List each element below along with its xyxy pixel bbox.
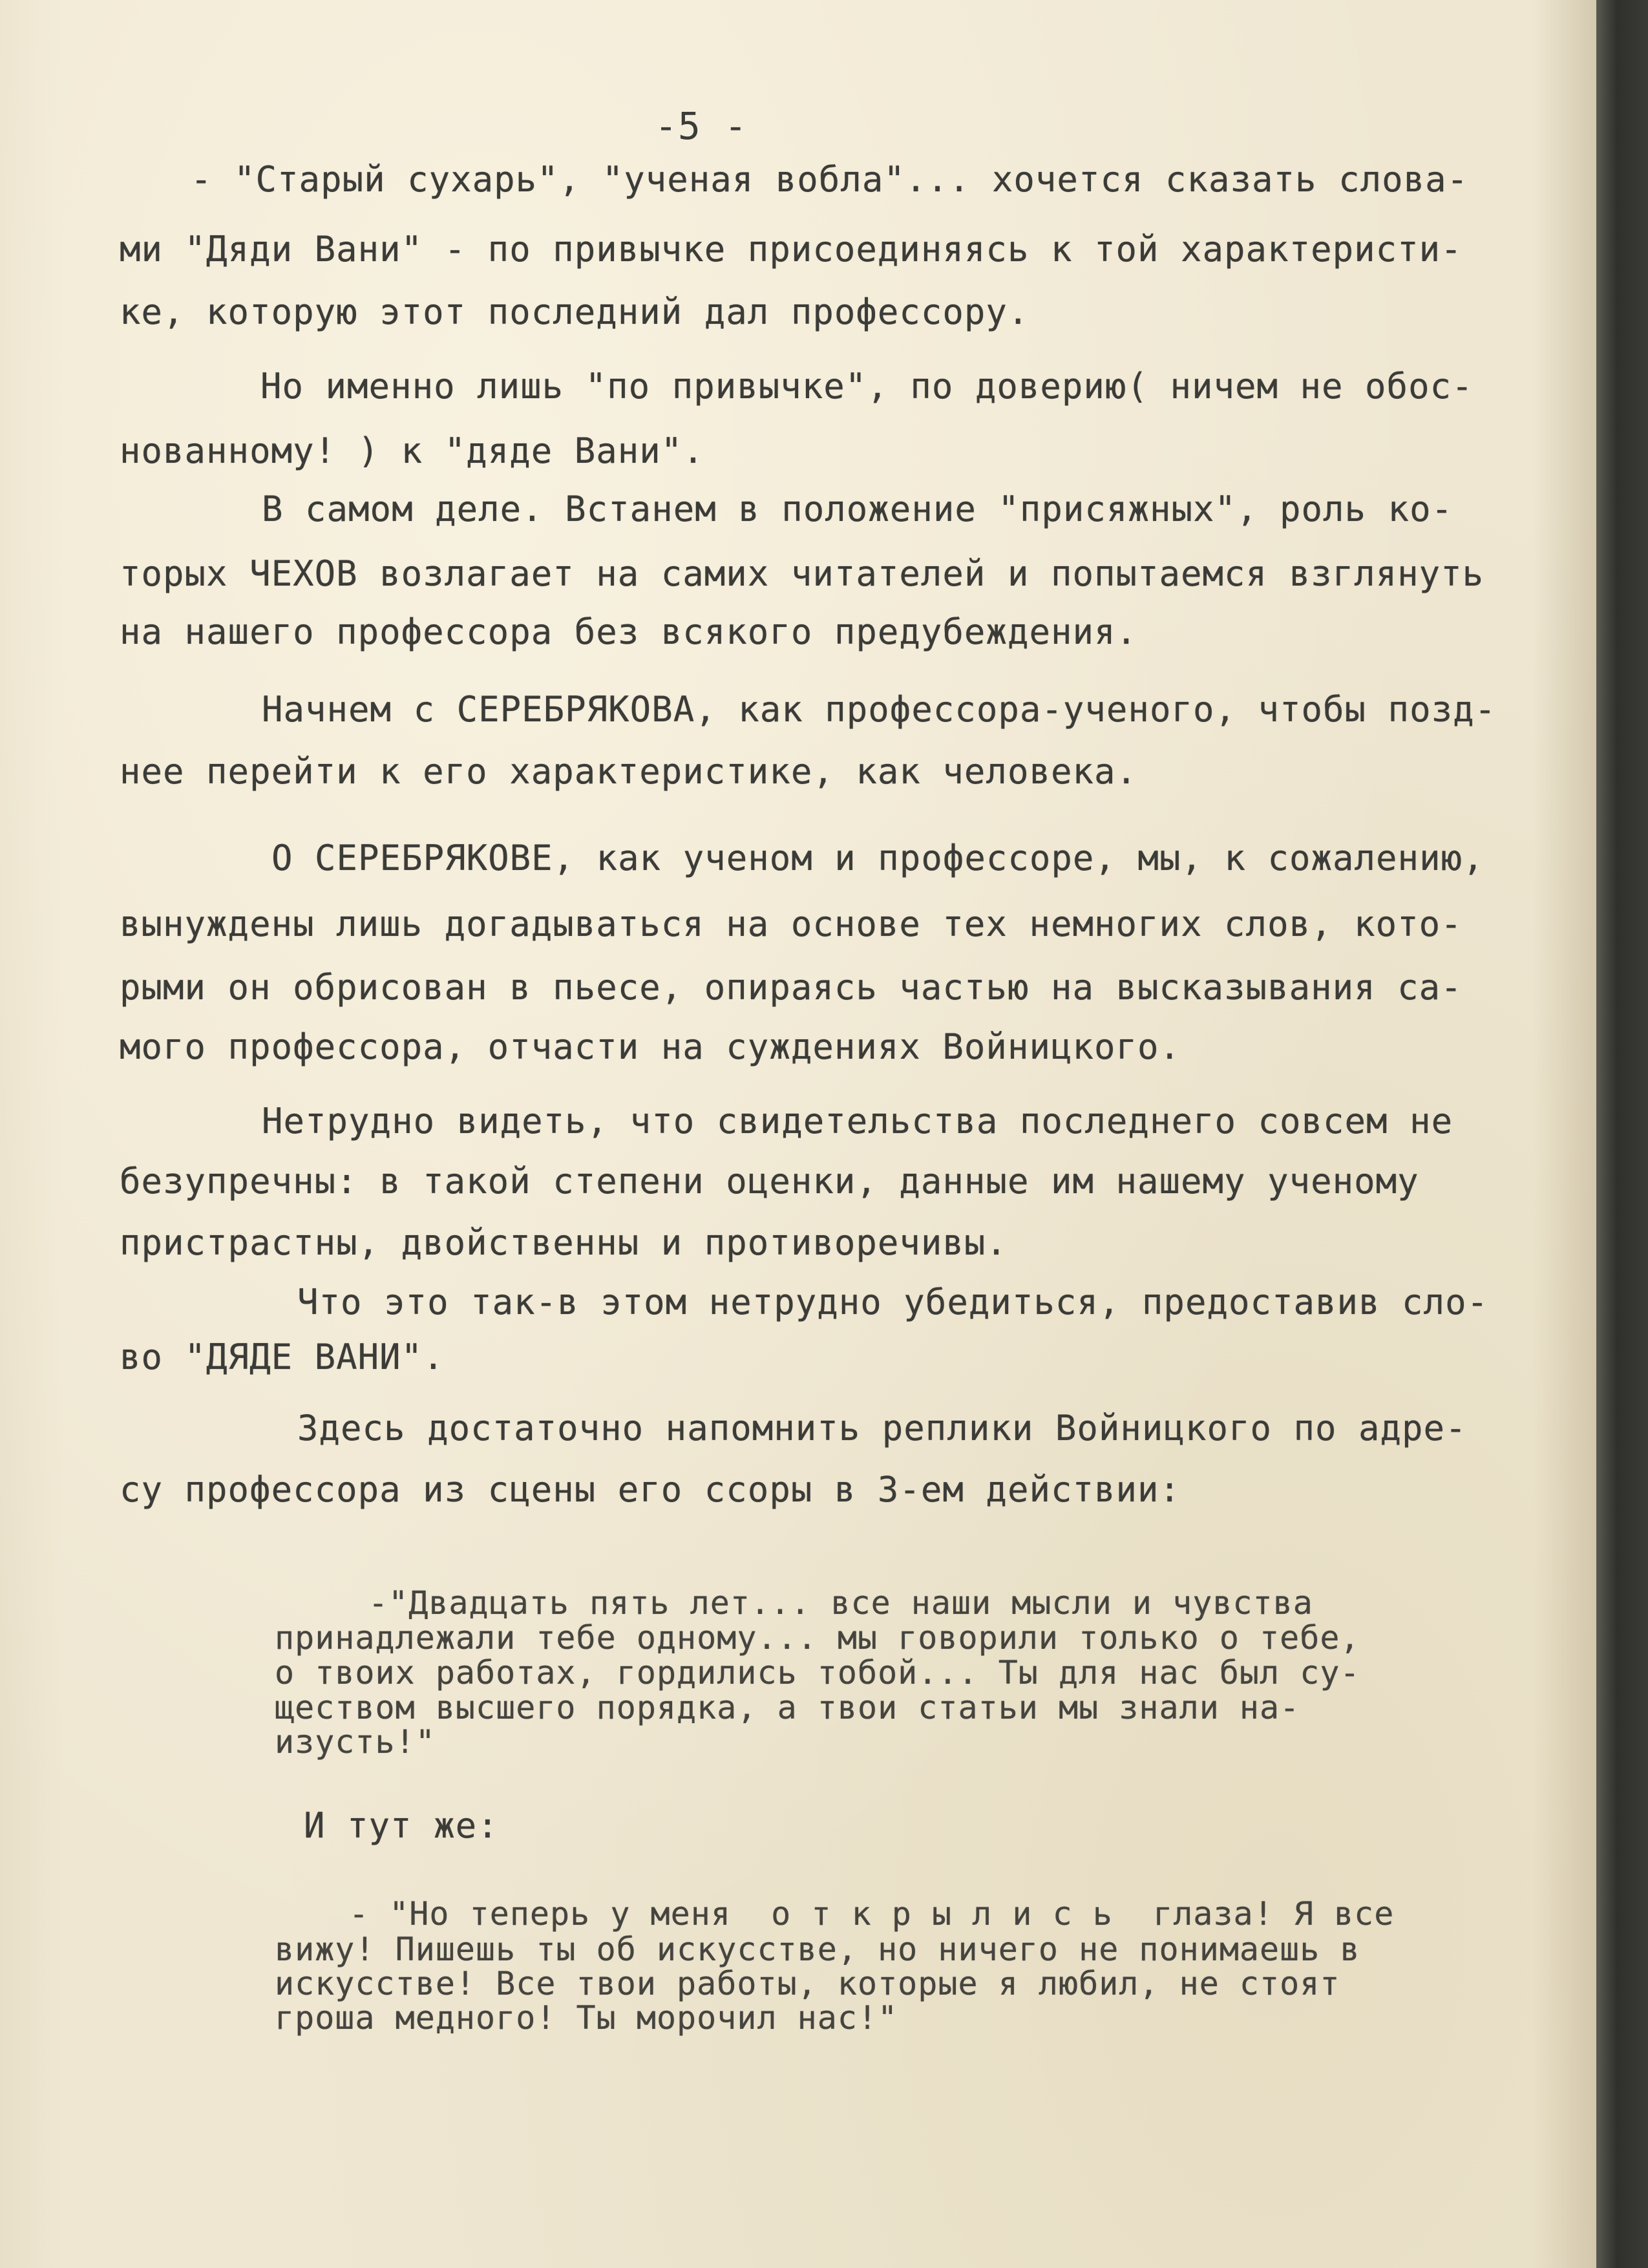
text-line: О СЕРЕБРЯКОВЕ, как ученом и профессоре, мы, к сожалению,: [271, 838, 1484, 878]
text-line: ми "Дяди Вани" - по привычке присоединяясь к той характеристи-: [120, 229, 1463, 270]
text-line: су профессора из сцены его ссоры в 3-ем действии:: [120, 1469, 1181, 1510]
quote-line: изусть!": [275, 1723, 436, 1761]
quote-line: -"Двадцать пять лет... все наши мысли и чувства: [368, 1584, 1313, 1622]
text-line: пристрастны, двойственны и противоречивы.: [120, 1222, 1008, 1263]
quote-line: гроша медного! Ты морочил нас!": [275, 1999, 898, 2037]
quote-line: о твоих работах, гордились тобой... Ты для нас был су-: [275, 1654, 1360, 1691]
quote-line: вижу! Пишешь ты об искусстве, но ничего не понимаешь в: [275, 1931, 1360, 1968]
text-line: вынуждены лишь догадываться на основе тех немногих слов, кото-: [120, 904, 1463, 944]
text-line: рыми он обрисован в пьесе, опираясь частью на высказывания са-: [120, 967, 1463, 1008]
text-line: Но именно лишь "по привычке", по доверию( ничем не обос-: [260, 366, 1474, 407]
text-line: Начнем с СЕРЕБРЯКОВА, как профессора-ученого, чтобы позд-: [262, 689, 1497, 730]
text-line: торых ЧЕХОВ возлагает на самих читателей и попытаемся взглянуть: [120, 553, 1484, 594]
text-line: Что это так-в этом нетрудно убедиться, предоставив сло-: [297, 1282, 1489, 1322]
text-line: ке, которую этот последний дал профессору.: [120, 291, 1030, 332]
quote-line: ществом высшего порядка, а твои статьи мы знали на-: [275, 1689, 1300, 1726]
quote-line: - "Но теперь у меня о т к р ы л и с ь глаза! Я все: [349, 1895, 1395, 1933]
scanner-background-edge: [1596, 0, 1648, 2268]
text-line: во "ДЯДЕ ВАНИ".: [120, 1337, 445, 1377]
interlude-text: И тут же:: [304, 1805, 499, 1846]
text-line: безупречны: в такой степени оценки, данные им нашему ученому: [120, 1161, 1419, 1202]
text-line: В самом деле. Встанем в положение "присяжных", роль ко-: [262, 489, 1453, 529]
page-number: -5 -: [655, 104, 748, 148]
text-line: нее перейти к его характеристике, как человека.: [120, 751, 1138, 792]
text-line: Здесь достаточно напомнить реплики Войницкого по адре-: [297, 1408, 1467, 1448]
quote-line: принадлежали тебе одному... мы говорили только о тебе,: [275, 1619, 1360, 1657]
text-line: - "Старый сухарь", "ученая вобла"... хочется сказать слова-: [191, 159, 1469, 200]
text-line: мого профессора, отчасти на суждениях Войницкого.: [120, 1026, 1181, 1067]
text-line: на нашего профессора без всякого предубеждения.: [120, 611, 1138, 652]
quote-line: искусстве! Все твои работы, которые я любил, не стоят: [275, 1965, 1340, 2002]
text-line: нованному! ) к "дяде Вани".: [120, 430, 704, 471]
text-line: Нетрудно видеть, что свидетельства последнего совсем не: [262, 1101, 1453, 1141]
